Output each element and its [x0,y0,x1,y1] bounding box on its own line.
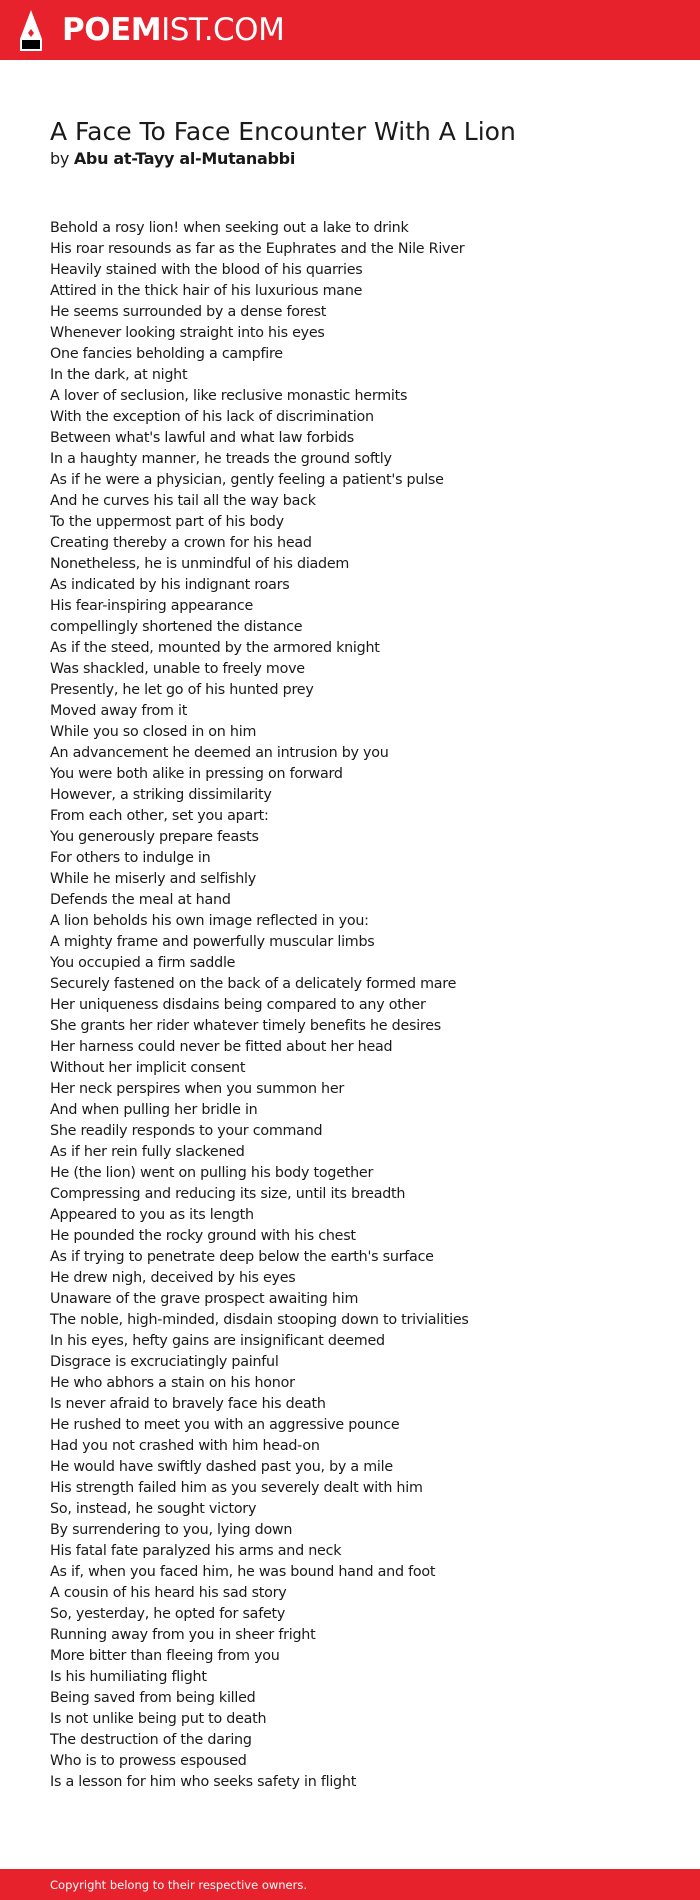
poem-line: By surrendering to you, lying down [50,1522,293,1538]
poem-line: Creating thereby a crown for his head [50,535,312,551]
poem-line: Without her implicit consent [50,1060,246,1076]
poem-line: As if trying to penetrate deep below the earth's surface [50,1249,434,1265]
poem-line: A mighty frame and powerfully muscular limbs [50,934,375,950]
poem-line: Heavily stained with the blood of his quarries [50,262,363,278]
poem-line: Being saved from being killed [50,1690,256,1706]
poem-line: As indicated by his indignant roars [50,577,290,593]
poem-line: Was shackled, unable to freely move [50,661,305,677]
logo-light-text: IST.COM [161,12,285,48]
poem-line: While you so closed in on him [50,724,257,740]
poem-line: A lion beholds his own image reflected in you: [50,913,369,929]
poem-line: Moved away from it [50,703,188,719]
pen-nib-icon[interactable] [18,9,44,53]
by-label: by [50,149,70,168]
poem-line: Whenever looking straight into his eyes [50,325,325,341]
poem-line: Her neck perspires when you summon her [50,1081,345,1097]
poem-line: A lover of seclusion, like reclusive monastic hermits [50,388,408,404]
poem-line: Between what's lawful and what law forbids [50,430,354,446]
poem-line: He (the lion) went on pulling his body together [50,1165,374,1181]
poem-line: As if the steed, mounted by the armored knight [50,640,380,656]
poem-line: She readily responds to your command [50,1123,323,1139]
poem-line: Is his humiliating flight [50,1669,207,1685]
poem-line: He seems surrounded by a dense forest [50,304,327,320]
poem-line: Compressing and reducing its size, until its breadth [50,1186,406,1202]
poem-line: The destruction of the daring [50,1732,252,1748]
poem-line: An advancement he deemed an intrusion by you [50,745,389,761]
poem-line: Attired in the thick hair of his luxurious mane [50,283,363,299]
poem-line: However, a striking dissimilarity [50,787,272,803]
poem-line: In his eyes, hefty gains are insignificant deemed [50,1333,385,1349]
poem-line: While he miserly and selfishly [50,871,256,887]
poem-line: Appeared to you as its length [50,1207,254,1223]
poem-line: His roar resounds as far as the Euphrates and the Nile River [50,241,465,257]
poem-line: Is not unlike being put to death [50,1711,267,1727]
poem-line: Unaware of the grave prospect awaiting him [50,1291,359,1307]
poem-line: Presently, he let go of his hunted prey [50,682,314,698]
poem-line: More bitter than fleeing from you [50,1648,280,1664]
poem-line: You occupied a firm saddle [50,955,236,971]
poem-line: The noble, high-minded, disdain stooping down to trivialities [50,1312,469,1328]
poem-line: In a haughty manner, he treads the ground softly [50,451,392,467]
poem-line: From each other, set you apart: [50,808,269,824]
byline [50,147,295,171]
poem-line: Behold a rosy lion! when seeking out a lake to drink [50,220,409,236]
poem-line: For others to indulge in [50,850,211,866]
copyright-text: Copyright belong to their respective owners. [50,1878,308,1892]
poem-line: Is a lesson for him who seeks safety in flight [50,1774,357,1790]
site-logo[interactable] [62,11,284,49]
poem-line: So, yesterday, he opted for safety [50,1606,286,1622]
logo-bold-text: POEM [62,12,162,48]
poem-line: He who abhors a stain on his honor [50,1375,295,1391]
poem-line: Disgrace is excruciatingly painful [50,1354,279,1370]
poem-line: As if her rein fully slackened [50,1144,245,1160]
poem-body [50,218,469,1793]
poem-line: Had you not crashed with him head-on [50,1438,320,1454]
poem-line: He would have swiftly dashed past you, by a mile [50,1459,393,1475]
poem-line: Who is to prowess espoused [50,1753,247,1769]
poem-line: compellingly shortened the distance [50,619,303,635]
site-header [0,0,700,60]
poem-title: A Face To Face Encounter With A Lion [50,117,516,146]
site-footer [0,1869,700,1900]
poem-line: You generously prepare feasts [50,829,259,845]
poem-line: Defends the meal at hand [50,892,231,908]
poem-line: One fancies beholding a campfire [50,346,283,362]
poem-line: He pounded the rocky ground with his chest [50,1228,356,1244]
author-name: Abu at-Tayy al-Mutanabbi [73,149,296,168]
poem-line: And he curves his tail all the way back [50,493,316,509]
poem-line: You were both alike in pressing on forward [50,766,343,782]
poem-line: Her harness could never be fitted about her head [50,1039,393,1055]
poem-line: Securely fastened on the back of a delicately formed mare [50,976,457,992]
poem-line: And when pulling her bridle in [50,1102,258,1118]
poem-line: As if, when you faced him, he was bound hand and foot [50,1564,436,1580]
poem-line: As if he were a physician, gently feeling a patient's pulse [50,472,444,488]
poem-line: His fatal fate paralyzed his arms and neck [50,1543,342,1559]
poem-line: She grants her rider whatever timely benefits he desires [50,1018,441,1034]
poem-line: Is never afraid to bravely face his death [50,1396,326,1412]
poem-line: With the exception of his lack of discrimination [50,409,374,425]
poem-line: To the uppermost part of his body [50,514,284,530]
poem-line: A cousin of his heard his sad story [50,1585,287,1601]
poem-line: So, instead, he sought victory [50,1501,257,1517]
poem-line: In the dark, at night [50,367,188,383]
poem-line: His strength failed him as you severely dealt with him [50,1480,423,1496]
poem-line: Nonetheless, he is unmindful of his diadem [50,556,350,572]
poem-line: Running away from you in sheer fright [50,1627,316,1643]
poem-line: Her uniqueness disdains being compared to any other [50,997,426,1013]
poem-line: He drew nigh, deceived by his eyes [50,1270,296,1286]
poem-line: His fear-inspiring appearance [50,598,254,614]
poem-line: He rushed to meet you with an aggressive pounce [50,1417,400,1433]
